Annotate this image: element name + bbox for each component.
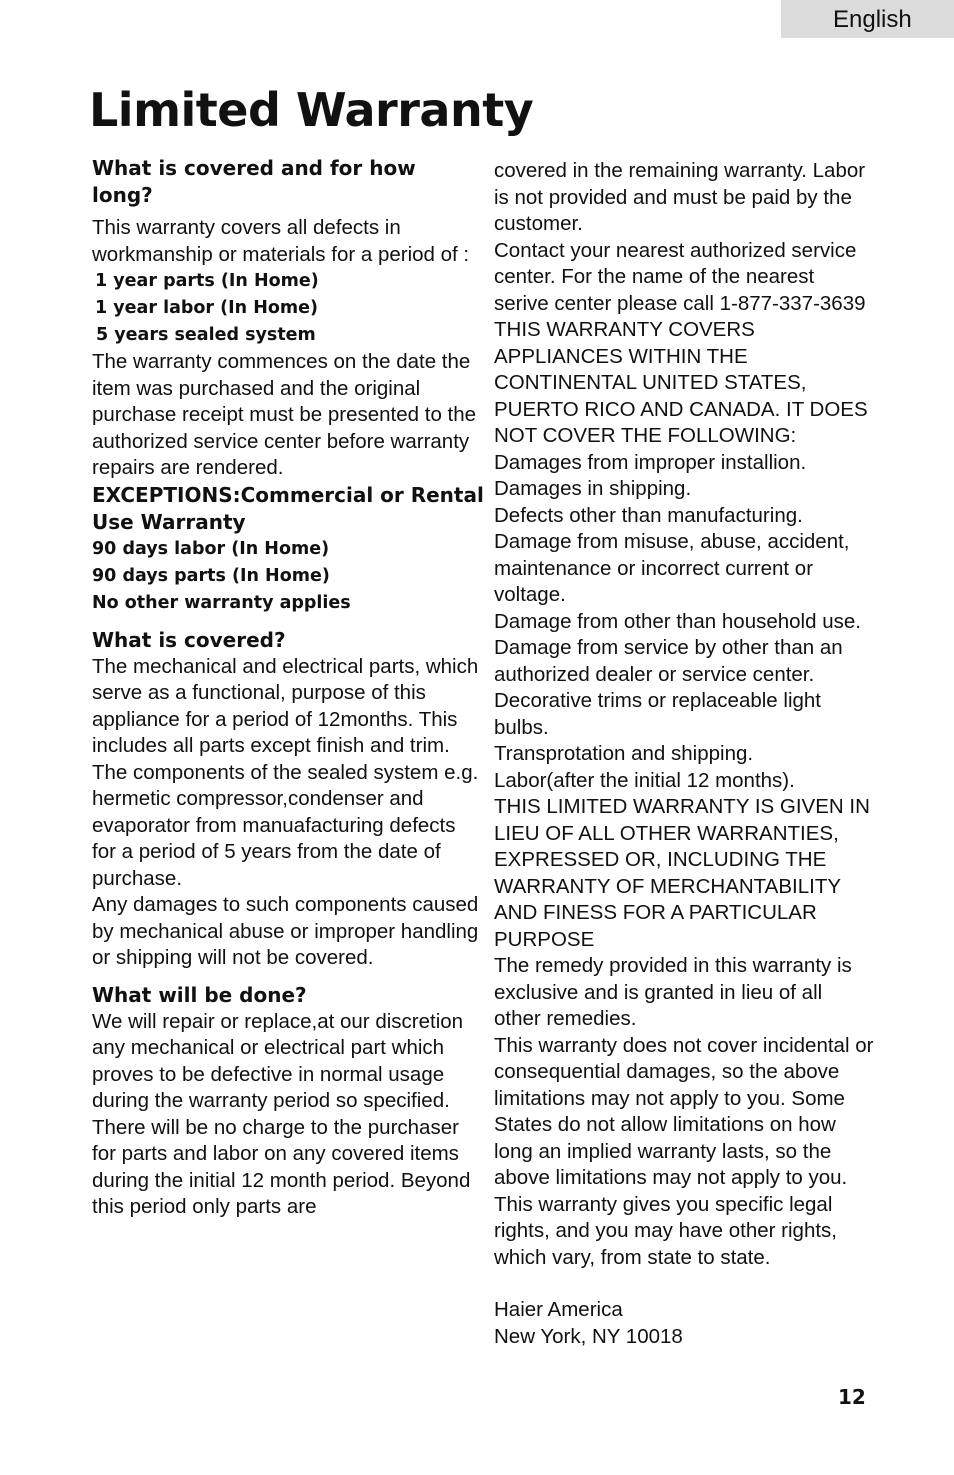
- company-address: New York, NY 10018: [494, 1324, 683, 1348]
- right-paragraph: Damages from improper installion.: [494, 450, 807, 474]
- right-column: [494, 158, 874, 1350]
- coverage-intro: This warranty covers all defects in workmanship or materials for a period of :: [92, 216, 470, 266]
- language-tab: English: [781, 0, 954, 38]
- term-item: 5 years sealed system: [96, 325, 316, 345]
- covered-paragraph: The mechanical and electrical parts, which serve as a functional, purpose of this appliance for a period of 12months. This includes all parts except finish and trim.: [92, 654, 479, 757]
- right-paragraph: covered in the remaining warranty. Labor is not provided and must be paid by the customer.: [494, 159, 866, 235]
- right-paragraph: THIS WARRANTY COVERS APPLIANCES WITHIN THE CONTINENTAL UNITED STATES, PUERTO RICO AND CANADA. IT DOES NOT COVER THE FOLLOWING:: [494, 318, 868, 447]
- right-paragraph: Damages in shipping.: [494, 477, 692, 500]
- right-paragraph: Contact your nearest authorized service center. For the name of the nearest serive center please call 1-877-337-3639: [494, 238, 866, 315]
- page-number: 12: [838, 1385, 866, 1409]
- right-paragraph: Labor(after the initial 12 months).: [494, 768, 795, 792]
- term-item: 1 year labor (In Home): [95, 298, 318, 318]
- covered-paragraph: The components of the sealed system e.g. hermetic compressor,condenser and evaporator from manuafacturing defects for a period of 5 years from the date of purchase.: [92, 760, 479, 890]
- covered-paragraph: Any damages to such components caused by mechanical abuse or improper handling or shipping will not be covered.: [92, 893, 479, 969]
- right-paragraph: This warranty does not cover incidental or consequential damages, so the above limitations may not apply to you. Some States do not allow limitations on how long an implied warranty lasts, so the above limitations may not apply to you.: [494, 1033, 874, 1189]
- exception-item: 90 days parts (In Home): [92, 565, 330, 586]
- exception-item: 90 days labor (In Home): [92, 538, 330, 559]
- left-column: [92, 155, 484, 1221]
- right-paragraph: Decorative trims or replaceable light bulbs.: [494, 689, 821, 739]
- heading-what-done: What will be done?: [92, 982, 307, 1007]
- right-paragraph: Transprotation and shipping.: [494, 742, 754, 765]
- right-paragraph: Defects other than manufacturing.: [494, 503, 803, 527]
- exception-item: No other warranty applies: [92, 592, 351, 613]
- right-paragraph: THIS LIMITED WARRANTY IS GIVEN IN LIEU OF ALL OTHER WARRANTIES, EXPRESSED OR, INCLUDING THE WARRANTY OF MERCHANTABILITY AND FINESS FOR A PARTICULAR PURPOSE: [494, 795, 870, 951]
- exceptions-heading: EXCEPTIONS:Commercial or Rental Use Warranty: [92, 482, 484, 534]
- page-title: Limited Warranty: [89, 83, 534, 137]
- done-paragraph: We will repair or replace,at our discretion any mechanical or electrical part which proves to be defective in normal usage during the warranty period so specified.: [92, 1009, 464, 1112]
- term-item: 1 year parts (In Home): [95, 271, 319, 291]
- right-paragraph: This warranty gives you specific legal rights, and you may have other rights, which vary, from state to state.: [494, 1192, 837, 1269]
- heading-coverage: What is covered and for how long?: [92, 156, 416, 207]
- right-paragraph: The remedy provided in this warranty is exclusive and is granted in lieu of all other remedies.: [494, 954, 852, 1030]
- heading-what-covered: What is covered?: [92, 627, 286, 652]
- company-name: Haier America: [494, 1298, 623, 1321]
- right-paragraph: Damage from misuse, abuse, accident, maintenance or incorrect current or voltage.: [494, 530, 850, 606]
- done-paragraph: There will be no charge to the purchaser for parts and labor on any covered items during the initial 12 month period. Beyond this period only parts are: [92, 1115, 471, 1218]
- right-paragraph: Damage from other than household use.: [494, 609, 861, 633]
- right-paragraph: Damage from service by other than an authorized dealer or service center.: [494, 636, 843, 686]
- commence-text: The warranty commences on the date the item was purchased and the original purchase receipt must be presented to the authorized service center before warranty repairs are rendered.: [92, 350, 477, 479]
